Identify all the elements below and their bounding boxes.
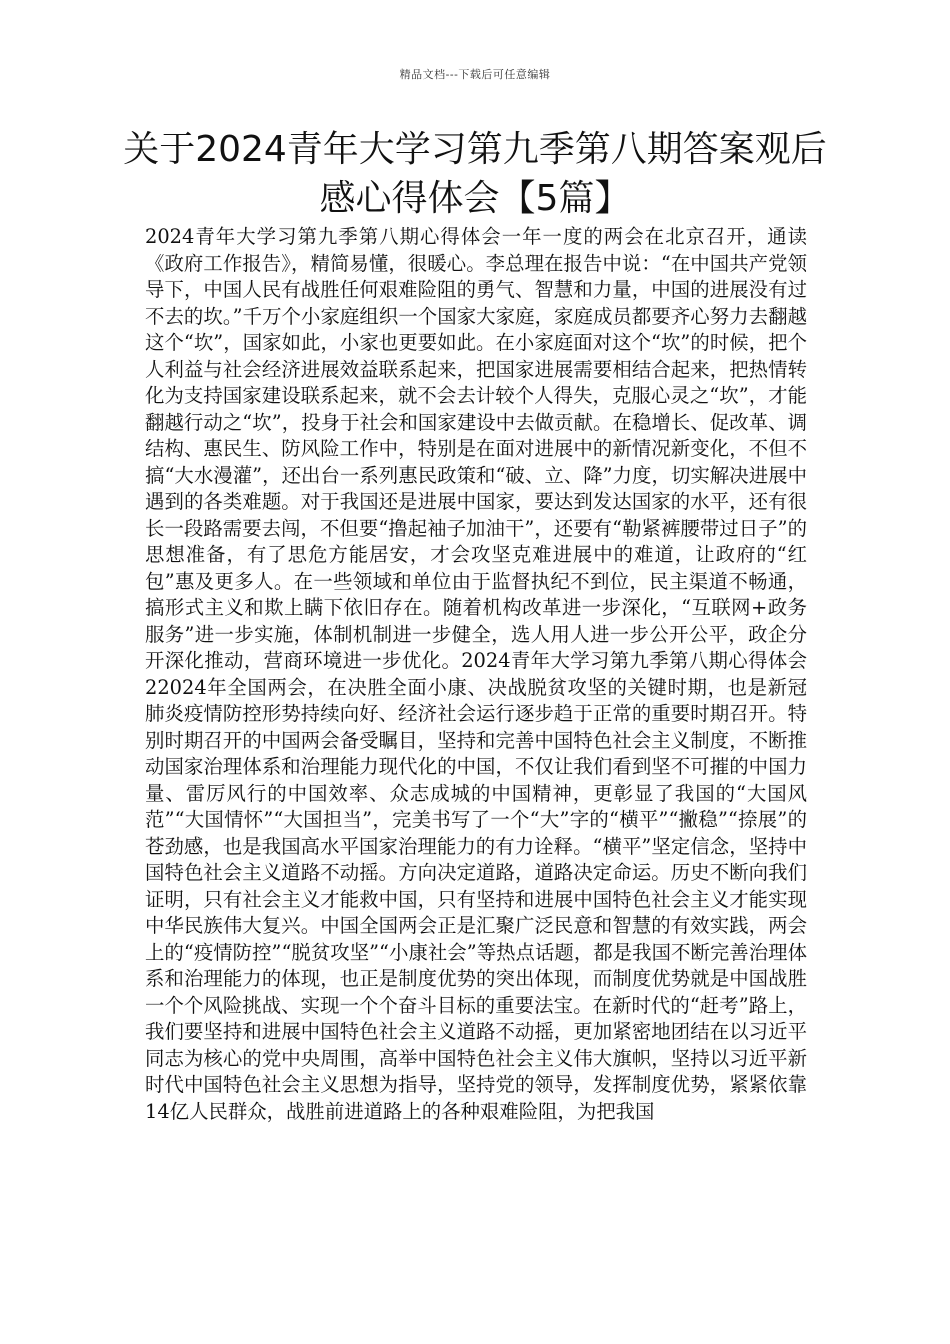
body-paragraph: 2024青年大学习第九季第八期心得体会一年一度的两会在北京召开，通读《政府工作报告》，精简易懂，很暖心。李总理在报告中说：“在中国共产党领导下，中国人民有战胜任何艰难险阻的勇气、智慧和力量，中国的进展没有过不去的坎。”千万个小家庭组织一个国家大家庭，家庭成员都要齐心努力去翻越这个“坎”，国家如此，小家也更要如此。在小家庭面对这个“坎”的时候，把个人利益与社会经济进展效益联系起来，把国家进展需要相结合起来，把热情转化为支持国家建设联系起来，就不会去计较个人得失，克服心灵之“坎”，才能翻越行动之“坎”，投身于社会和国家建设中去做贡献。在稳增长、促改革、调结构、惠民生、防风险工作中，特别是在面对进展中的新情况新变化，不但不搞“大水漫灌”，还出台一系列惠民政策和“破、立、降”力度，切实解决进展中遇到的各类难题。对于我国还是进展中国家，要达到发达国家的水平，还有很长一段路需要去闯，不但要“撸起袖子加油干”，还要有“勒紧裤腰带过日子”的思想准备，有了思危方能居安，才会攻坚克难进展中的难道，让政府的“红包”惠及更多人。在一些领域和单位由于监督执纪不到位，民主渠道不畅通，搞形式主义和欺上瞒下依旧存在。随着机构改革进一步深化，“互联网+政务服务”进一步实施，体制机制进一步健全，选人用人进一步公开公平，政企分开深化推动，营商环境进一步优化。2024青年大学习第九季第八期心得体会22024年全国两会，在决胜全面小康、决战脱贫攻坚的关键时期，也是新冠肺炎疫情防控形势持续向好、经济社会运行逐步趋于正常的重要时期召开。特别时期召开的中国两会备受瞩目，坚持和完善中国特色社会主义制度，不断推动国家治理体系和治理能力现代化的中国，不仅让我们看到坚不可摧的中国力量、雷厉风行的中国效率、众志成城的中国精神，更彰显了我国的“大国风范”“大国情怀”“大国担当”，完美书写了一个“大”字的“横平”“撇稳”“捺展”的苍劲感，也是我国高水平国家治理能力的有力诠释。“横平”坚定信念，坚持中国特色社会主义道路不动摇。方向决定道路，道路决定命运。历史不断向我们证明，只有社会主义才能救中国，只有坚持和进展中国特色社会主义才能实现中华民族伟大复兴。中国全国两会正是汇聚广泛民意和智慧的有效实践，两会上的“疫情防控”“脱贫攻坚”“小康社会”等热点话题，都是我国不断完善治理体系和治理能力的体现，也正是制度优势的突出体现，而制度优势就是中国战胜一个个风险挑战、实现一个个奋斗目标的重要法宝。在新时代的“赶考”路上，我们要坚持和进展中国特色社会主义道路不动摇，更加紧密地团结在以习近平同志为核心的党中央周围，高举中国特色社会主义伟大旗帜，坚持以习近平新时代中国特色社会主义思想为指导，坚持党的领导，发挥制度优势，紧紧依靠14亿人民群众，战胜前进道路上的各种艰难险阻，为把我国 [145, 225, 807, 1123]
header-note: 精品文档---下载后可任意编辑 [399, 68, 551, 81]
document-title: 关于2024青年大学习第九季第八期答案观后感心得体会【5篇】 [123, 129, 827, 219]
